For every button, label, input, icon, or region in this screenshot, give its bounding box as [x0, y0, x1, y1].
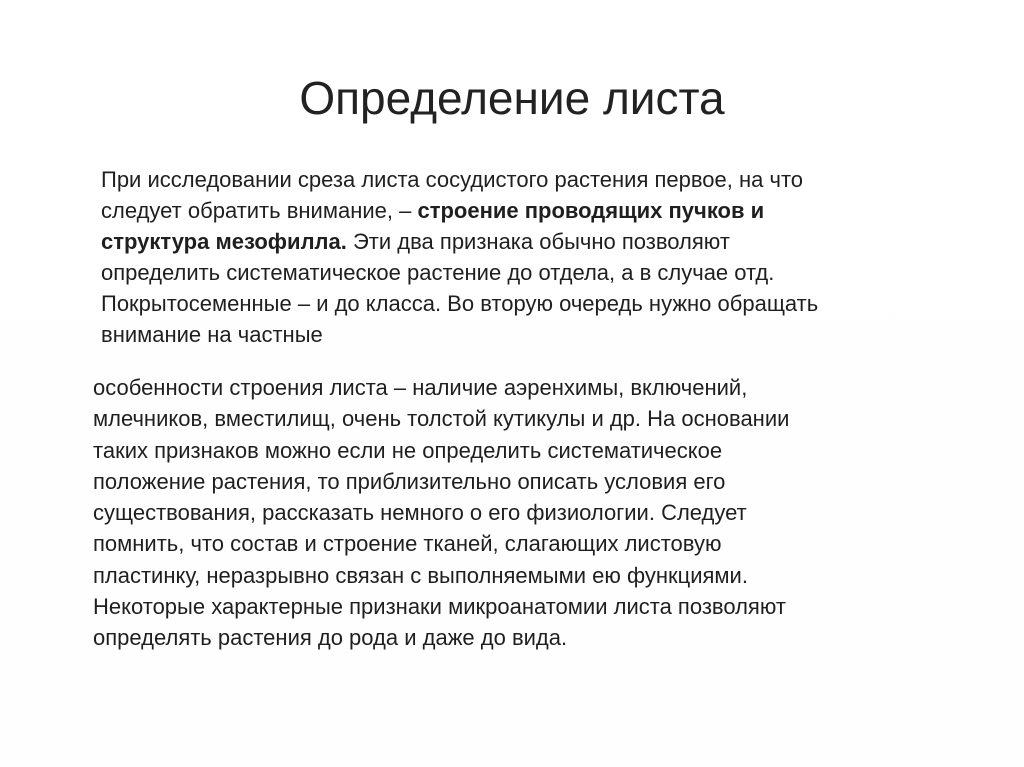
paragraph-details [93, 372, 963, 654]
text-line: определять растения до рода и даже до вида. [93, 625, 568, 651]
text-line: Покрытосеменные – и до класса. Во вторую очередь нужно обращать [101, 291, 819, 316]
text-line: таких признаков можно если не определить систематическое [93, 437, 723, 463]
text-segment: Эти два признака обычно позволяют [346, 229, 730, 254]
paragraph-intro [101, 164, 961, 350]
text-line: пластинку, неразрывно связан с выполняемыми ею функциями. [93, 562, 748, 588]
bold-term: структура мезофилла. [101, 229, 347, 254]
text-segment: следует обратить внимание, – [101, 198, 418, 223]
text-line [101, 195, 961, 226]
slide-title: Определение листа [299, 72, 725, 124]
text-line: При исследовании среза листа сосудистого растения первое, на что [101, 167, 804, 192]
text-line: млечников, вместилищ, очень толстой кутикулы и др. На основании [93, 406, 790, 432]
text-line: Некоторые характерные признаки микроанатомии листа позволяют [93, 594, 786, 620]
text-line: положение растения, то приблизительно описать условия его [93, 468, 726, 494]
text-line: внимание на частные [101, 322, 323, 347]
text-line: особенности строения листа – наличие аэренхимы, включений, [93, 375, 748, 400]
text-line: определить систематическое растение до отдела, а в случае отд. [101, 260, 775, 285]
text-line: помнить, что состав и строение тканей, слагающих листовую [93, 531, 722, 557]
bold-term: строение проводящих пучков и [417, 198, 765, 223]
text-line [101, 226, 961, 257]
text-line: существования, рассказать немного о его физиологии. Следует [93, 500, 747, 526]
